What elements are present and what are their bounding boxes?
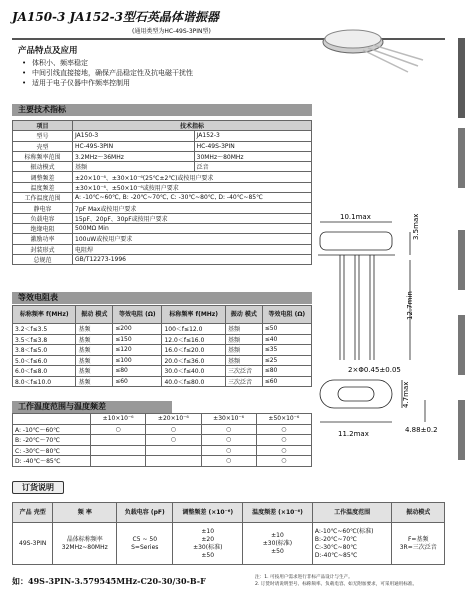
spec-value: 100uW或按用户要求 bbox=[73, 234, 312, 244]
esr-cell: ≤60 bbox=[262, 376, 311, 387]
temp-row bbox=[13, 456, 312, 467]
dim-thick: 4.7max bbox=[402, 381, 410, 408]
spec-value: 电阻焊 bbox=[73, 244, 312, 254]
esr-head: 振动 模式 bbox=[225, 306, 262, 324]
temp-head: ±20×10⁻⁶ bbox=[146, 414, 201, 425]
esr-row bbox=[13, 366, 312, 377]
feature-item: • 适用于电子仪器中作频率控制用 bbox=[22, 78, 193, 88]
esr-head: 标称频率 f(MHz) bbox=[162, 306, 225, 324]
side-tab bbox=[458, 230, 465, 290]
spec-value: GB/T12273-1996 bbox=[73, 254, 312, 264]
spec-value: ±30×10⁻⁶、±50×10⁻⁶或按用户要求 bbox=[73, 182, 312, 192]
spec-value: HC-49S-3PIN bbox=[73, 141, 195, 151]
esr-cell: ≤120 bbox=[113, 345, 162, 356]
side-tab bbox=[458, 128, 465, 188]
order-table bbox=[12, 502, 445, 565]
order-head: 负载电容 (pF) bbox=[117, 503, 173, 523]
dim-height: 3.5max bbox=[412, 213, 420, 240]
spec-label: 封装形式 bbox=[13, 244, 73, 254]
temp-label: C: -30℃～80℃ bbox=[13, 445, 91, 456]
spec-value: ±20×10⁻⁶、±30×10⁻⁶(25℃±2℃)或按用户要求 bbox=[73, 172, 312, 182]
esr-head: 标称频率 f(MHz) bbox=[13, 306, 76, 324]
spec-row bbox=[13, 234, 312, 244]
spec-table bbox=[12, 120, 312, 265]
spec-row bbox=[13, 141, 312, 151]
order-cell: ±10 ±30(标准) ±50 bbox=[243, 523, 313, 565]
esr-cell: 基频 bbox=[76, 376, 113, 387]
spec-row bbox=[13, 244, 312, 254]
temp-head: ±30×10⁻⁶ bbox=[201, 414, 256, 425]
esr-cell: 基频 bbox=[225, 345, 262, 356]
esr-row bbox=[13, 355, 312, 366]
esr-cell: ≤80 bbox=[262, 366, 311, 377]
temp-mark bbox=[91, 456, 146, 467]
spec-title: 主要技术指标 bbox=[12, 104, 312, 116]
esr-cell: 40.0＜f≤80.0 bbox=[162, 376, 225, 387]
temp-label: B: -20℃～70℃ bbox=[13, 435, 91, 446]
esr-head: 等效电阻 (Ω) bbox=[113, 306, 162, 324]
dim-pinspace: 4.88±0.2 bbox=[405, 426, 438, 434]
spec-label: 总规范 bbox=[13, 254, 73, 264]
spec-row bbox=[13, 203, 312, 213]
spec-head-value: 技术指标 bbox=[73, 121, 312, 131]
order-note bbox=[255, 574, 465, 588]
esr-cell: 6.0＜f≤8.0 bbox=[13, 366, 76, 377]
order-head: 频 率 bbox=[53, 503, 117, 523]
temp-head: ±50×10⁻⁶ bbox=[256, 414, 311, 425]
spec-row bbox=[13, 182, 312, 192]
temp-mark: ○ bbox=[146, 424, 201, 435]
spec-value: JA150-3 bbox=[73, 131, 195, 141]
spec-head-item: 项目 bbox=[13, 121, 73, 131]
features-list bbox=[22, 58, 193, 88]
spec-row bbox=[13, 131, 312, 141]
temp-mark bbox=[91, 435, 146, 446]
esr-cell: 基频 bbox=[76, 355, 113, 366]
order-head: 调整频差 (×10⁻⁶) bbox=[173, 503, 243, 523]
spec-row bbox=[13, 213, 312, 223]
esr-cell: 基频 bbox=[76, 366, 113, 377]
esr-cell: 30.0＜f≤40.0 bbox=[162, 366, 225, 377]
esr-cell: 三次泛音 bbox=[225, 376, 262, 387]
spec-label: 标称频率范围 bbox=[13, 151, 73, 161]
note-line: 2. 订货时请说明型号、标称频率、负载电容、如无附加要求，可采用通用标准。 bbox=[255, 582, 418, 587]
esr-cell: 100＜f≤12.0 bbox=[162, 324, 225, 335]
temp-table bbox=[12, 413, 312, 467]
spec-label: 激励功率 bbox=[13, 234, 73, 244]
order-head: 温度频差 (×10⁻⁶) bbox=[243, 503, 313, 523]
esr-cell: 基频 bbox=[76, 324, 113, 335]
temp-mark: ○ bbox=[256, 435, 311, 446]
esr-title: 等效电阻表 bbox=[12, 292, 312, 304]
esr-cell: 基频 bbox=[76, 334, 113, 345]
order-head: 工作温度范围 bbox=[312, 503, 392, 523]
header bbox=[12, 8, 219, 35]
order-cell: 晶体标称频率 32MHz~80MHz bbox=[53, 523, 117, 565]
order-cell: ±10 ±20 ±30(标准) ±50 bbox=[173, 523, 243, 565]
esr-cell: ≤50 bbox=[262, 324, 311, 335]
esr-cell: ≤60 bbox=[113, 376, 162, 387]
spec-value: 30MHz～80MHz bbox=[194, 151, 311, 161]
dim-length: 11.2max bbox=[338, 430, 369, 438]
spec-value: 泛音 bbox=[194, 162, 311, 172]
dim-width: 10.1max bbox=[340, 213, 371, 221]
temp-row bbox=[13, 435, 312, 446]
esr-cell: 基频 bbox=[225, 324, 262, 335]
spec-value: A: -10℃~60℃, B: -20℃~70℃, C: -30℃~80℃, D: -40℃~85℃ bbox=[73, 193, 312, 203]
temp-label: A: -10℃～60℃ bbox=[13, 424, 91, 435]
esr-cell: 3.5＜f≤3.8 bbox=[13, 334, 76, 345]
esr-head: 振动 模式 bbox=[76, 306, 113, 324]
esr-cell: 3.2＜f≤3.5 bbox=[13, 324, 76, 335]
page-subtitle: (通用类型为HC-49S-3PIN型) bbox=[132, 28, 211, 35]
dimension-drawing bbox=[300, 200, 450, 450]
spec-label: 壳型 bbox=[13, 141, 73, 151]
spec-value: JA152-3 bbox=[194, 131, 311, 141]
temp-row bbox=[13, 445, 312, 456]
spec-row bbox=[13, 193, 312, 203]
side-tab bbox=[458, 400, 465, 460]
esr-head: 等效电阻 (Ω) bbox=[262, 306, 311, 324]
esr-cell: ≤200 bbox=[113, 324, 162, 335]
temp-title: 工作温度范围与温度频差 bbox=[12, 401, 172, 413]
temp-mark: ○ bbox=[201, 456, 256, 467]
feature-item: • 中间引线直接接地，确保产品稳定性及抗电磁干扰性 bbox=[22, 68, 193, 78]
temp-mark: ○ bbox=[91, 424, 146, 435]
esr-cell: 基频 bbox=[76, 345, 113, 356]
esr-cell: ≤80 bbox=[113, 366, 162, 377]
side-tab bbox=[458, 38, 465, 118]
temp-row bbox=[13, 424, 312, 435]
temp-mark: ○ bbox=[201, 424, 256, 435]
spec-label: 静电容 bbox=[13, 203, 73, 213]
order-cell: C5 ~ 50 S=Series bbox=[117, 523, 173, 565]
esr-cell: 3.8＜f≤5.0 bbox=[13, 345, 76, 356]
temp-mark: ○ bbox=[256, 424, 311, 435]
esr-cell: ≤150 bbox=[113, 334, 162, 345]
esr-cell: ≤25 bbox=[262, 355, 311, 366]
esr-cell: 基频 bbox=[225, 334, 262, 345]
side-tab bbox=[458, 315, 465, 375]
feature-item: • 体积小、频率稳定 bbox=[22, 58, 193, 68]
temp-mark: ○ bbox=[201, 445, 256, 456]
spec-value: 500MΩ Min bbox=[73, 223, 312, 233]
spec-row bbox=[13, 172, 312, 182]
spec-value: 15pF、20pF、30pF或按用户要求 bbox=[73, 213, 312, 223]
dim-lead: 12.7min bbox=[406, 291, 414, 320]
spec-value: 基频 bbox=[73, 162, 195, 172]
order-title: 订货说明 bbox=[12, 481, 64, 494]
esr-row bbox=[13, 324, 312, 335]
temp-head bbox=[13, 414, 91, 425]
esr-row bbox=[13, 334, 312, 345]
esr-cell: 8.0＜f≤10.0 bbox=[13, 376, 76, 387]
esr-cell: 16.0＜f≤20.0 bbox=[162, 345, 225, 356]
features-title: 产品特点及应用 bbox=[18, 46, 78, 56]
order-head: 产品 壳型 bbox=[13, 503, 53, 523]
spec-label: 振动模式 bbox=[13, 162, 73, 172]
crystal-image bbox=[318, 20, 428, 75]
temp-mark bbox=[146, 445, 201, 456]
spec-value: HC-49S-3PIN bbox=[194, 141, 311, 151]
esr-cell: 5.0＜f≤6.0 bbox=[13, 355, 76, 366]
dim-pitch: 2×Φ0.45±0.05 bbox=[348, 366, 401, 374]
temp-mark: ○ bbox=[256, 445, 311, 456]
page-title: JA150-3 JA152-3型石英晶体谐振器 bbox=[12, 10, 219, 24]
order-cell: A:-10℃~60℃(标准) B:-20℃~70℃ C:-30℃~80℃ D:-40℃~85℃ bbox=[312, 523, 392, 565]
temp-head: ±10×10⁻⁶ bbox=[91, 414, 146, 425]
spec-label: 调整频差 bbox=[13, 172, 73, 182]
spec-row bbox=[13, 162, 312, 172]
spec-row bbox=[13, 254, 312, 264]
order-head: 振动模式 bbox=[392, 503, 445, 523]
esr-row bbox=[13, 345, 312, 356]
esr-table bbox=[12, 305, 312, 387]
order-cell: F=基频 3R=三次泛音 bbox=[392, 523, 445, 565]
spec-row bbox=[13, 223, 312, 233]
esr-cell: ≤40 bbox=[262, 334, 311, 345]
spec-label: 型号 bbox=[13, 131, 73, 141]
temp-mark: ○ bbox=[201, 435, 256, 446]
temp-mark: ○ bbox=[146, 435, 201, 446]
spec-value: 3.2MHz～36MHz bbox=[73, 151, 195, 161]
order-example: 如：49S-3PIN-3.579545MHz-C20-30/30-B-F bbox=[12, 576, 206, 586]
note-line: 注：1. 可按用户需求进行非标产品设计与生产。 bbox=[255, 575, 353, 580]
esr-row bbox=[13, 376, 312, 387]
spec-label: 负载电容 bbox=[13, 213, 73, 223]
temp-mark bbox=[146, 456, 201, 467]
esr-cell: ≤35 bbox=[262, 345, 311, 356]
spec-value: 7pF Max或按用户要求 bbox=[73, 203, 312, 213]
esr-cell: 三次泛音 bbox=[225, 366, 262, 377]
order-cell: 49S-3PIN bbox=[13, 523, 53, 565]
spec-label: 温度频差 bbox=[13, 182, 73, 192]
temp-label: D: -40℃～85℃ bbox=[13, 456, 91, 467]
spec-label: 绝缘电阻 bbox=[13, 223, 73, 233]
temp-mark bbox=[91, 445, 146, 456]
temp-mark: ○ bbox=[256, 456, 311, 467]
spec-row bbox=[13, 151, 312, 161]
spec-label: 工作温度范围 bbox=[13, 193, 73, 203]
esr-cell: 20.0＜f≤36.0 bbox=[162, 355, 225, 366]
esr-cell: 基频 bbox=[225, 355, 262, 366]
esr-cell: ≤100 bbox=[113, 355, 162, 366]
esr-cell: 12.0＜f≤16.0 bbox=[162, 334, 225, 345]
